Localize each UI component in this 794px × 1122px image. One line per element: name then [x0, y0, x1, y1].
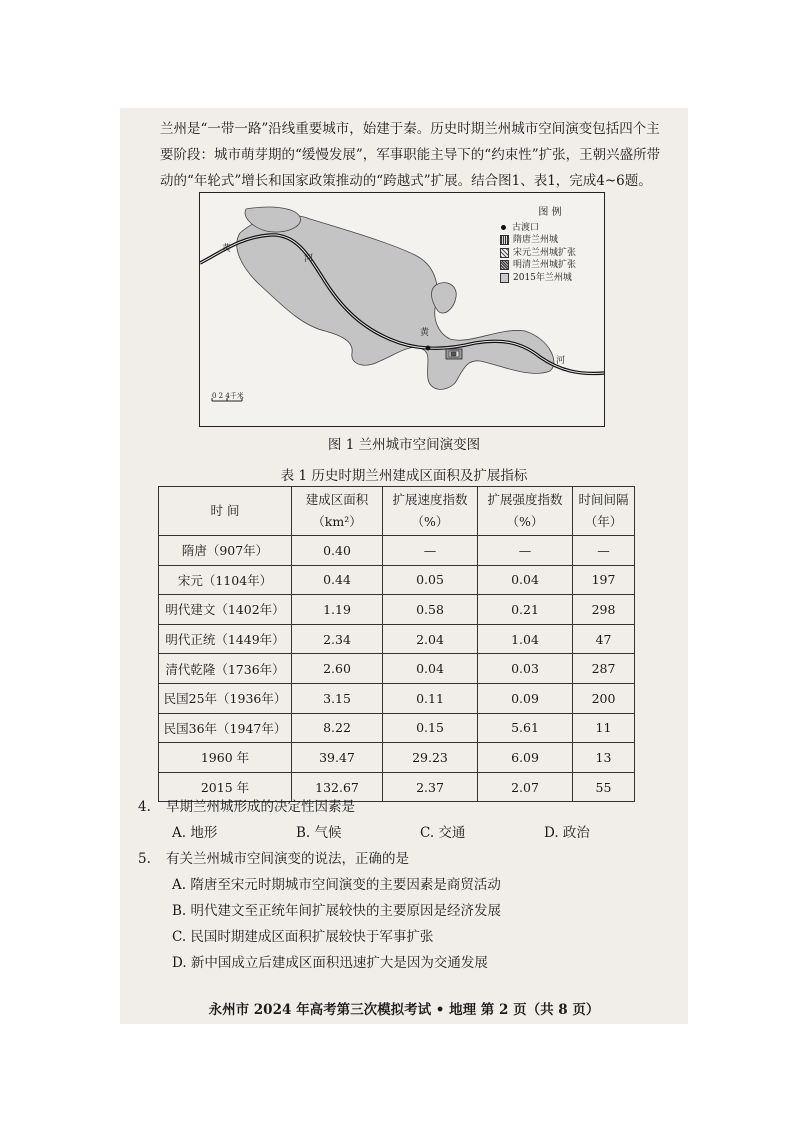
question-5-stem: 5. 有关兰州城市空间演变的说法，正确的是: [138, 851, 409, 867]
river-label-2: 河: [304, 254, 314, 264]
table-row: 1960 年 39.47 29.23 6.09 13: [159, 743, 635, 773]
table-row: 隋唐（907年） 0.40 — — —: [159, 536, 635, 566]
legend-item-ming-qing: 明清兰州城扩张: [500, 259, 600, 272]
legend-item-ferry: 古渡口: [500, 222, 600, 235]
ming-qing-swatch-icon: [500, 260, 509, 270]
q4-option-a[interactable]: A. 地形: [172, 825, 218, 841]
table-row: 民国25年（1936年） 3.15 0.11 0.09 200: [159, 683, 635, 713]
figure-caption: 图 1 兰州城市空间演变图: [327, 437, 481, 453]
legend-item-song-yuan: 宋元兰州城扩张: [500, 247, 600, 260]
legend-item-2015: 2015年兰州城: [500, 272, 600, 285]
river-label-1: 黄: [222, 244, 232, 254]
header-time: 时 间: [159, 487, 292, 536]
intro-paragraph: 兰州是“一带一路”沿线重要城市，始建于秦。历史时期兰州城市空间演变包括四个主要阶段：城市萌芽期的“缓慢发展”，军事职能主导下的“约束性”扩张，王朝兴盛所带动的“年轮式”增长和国家政策推动的“跨越式”扩展。结合图1、表1，完成4~6题。: [160, 121, 661, 189]
table-row: 民国36年（1947年） 8.22 0.15 5.61 11: [159, 713, 635, 743]
header-interval: 时间间隔 （年）: [573, 487, 635, 536]
river-label-4: 河: [556, 356, 566, 366]
q5-option-c[interactable]: C. 民国时期建成区面积扩展较快于军事扩张: [172, 929, 434, 945]
question-4-stem: 4. 早期兰州城形成的决定性因素是: [138, 799, 355, 815]
ancient-ferry-point: [426, 346, 431, 351]
table-row: 明代正统（1449年） 2.34 2.04 1.04 47: [159, 624, 635, 654]
map-legend: [500, 207, 600, 284]
q5-option-d[interactable]: D. 新中国成立后建成区面积迅速扩大是因为交通发展: [172, 955, 488, 971]
q4-option-c[interactable]: C. 交通: [420, 825, 466, 841]
scale-label: 0 2 4千米: [212, 392, 244, 400]
header-speed: 扩展速度指数 （%）: [383, 487, 478, 536]
table-row: 2015 年 132.67 2.37 2.07 55: [159, 772, 635, 802]
question-4-options: [138, 820, 668, 846]
ferry-dot-icon: [501, 225, 506, 230]
lanzhou-map: [199, 192, 605, 427]
sui-tang-city: [451, 352, 456, 356]
q5-option-b[interactable]: B. 明代建文至正统年间扩展较快的主要原因是经济发展: [172, 903, 502, 919]
table-header-row: [159, 487, 635, 536]
expansion-table: [158, 486, 635, 802]
legend-item-sui-tang: 隋唐兰州城: [500, 234, 600, 247]
page-footer: 永州市 2024 年高考第三次模拟考试 • 地理 第 2 页（共 8 页）: [208, 1002, 600, 1018]
q4-option-d[interactable]: D. 政治: [544, 825, 590, 841]
header-area: 建成区面积 （km²）: [292, 487, 383, 536]
song-yuan-swatch-icon: [500, 248, 509, 258]
q5-option-a[interactable]: A. 隋唐至宋元时期城市空间演变的主要因素是商贸活动: [172, 877, 501, 893]
city-2015-swatch-icon: [500, 273, 509, 283]
river-label-3: 黄: [420, 328, 430, 338]
exam-page: [120, 108, 688, 1024]
table-row: 宋元（1104年） 0.44 0.05 0.04 197: [159, 565, 635, 595]
legend-title: 图 例: [538, 207, 562, 218]
table-row: 清代乾隆（1736年） 2.60 0.04 0.03 287: [159, 654, 635, 684]
sui-tang-swatch-icon: [500, 235, 509, 245]
table-row: 明代建文（1402年） 1.19 0.58 0.21 298: [159, 595, 635, 625]
table-caption: 表 1 历史时期兰州建成区面积及扩展指标: [280, 468, 528, 484]
header-intensity: 扩展强度指数 （%）: [478, 487, 573, 536]
q4-option-b[interactable]: B. 气候: [296, 825, 342, 841]
questions-section: [138, 794, 668, 976]
